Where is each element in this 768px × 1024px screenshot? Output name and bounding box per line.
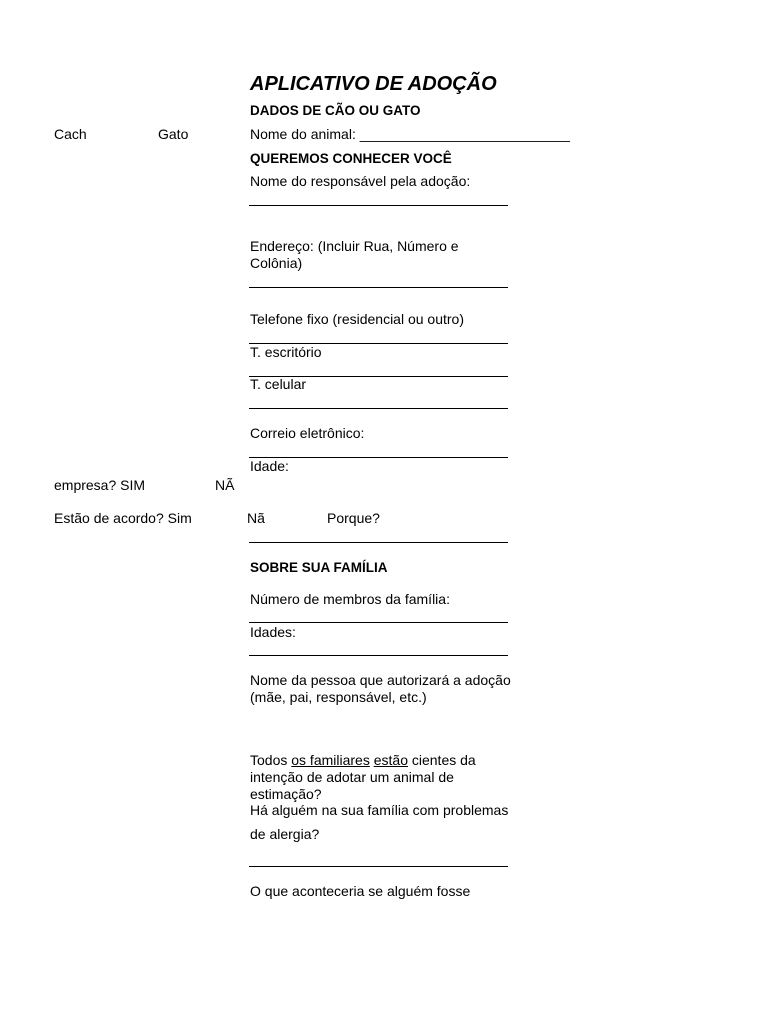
label-cach: Cach	[54, 126, 87, 142]
page-title: APLICATIVO DE ADOÇÃO	[250, 73, 497, 95]
question-acontece: O que aconteceria se alguém fosse	[250, 883, 471, 899]
question-alergia-cont: de alergia?	[250, 826, 320, 842]
question-familiares: Todos os familiares estão cientes da	[250, 752, 476, 768]
question-alergia: Há alguém na sua família com problemas	[250, 802, 509, 818]
label-acordo: Estão de acordo? Sim	[54, 510, 192, 526]
answer-line-celular	[249, 408, 508, 409]
answer-line-membros	[249, 622, 508, 623]
label-endereco-cont: Colônia)	[250, 255, 303, 271]
label-autoriza: Nome da pessoa que autorizará a adoção	[250, 672, 511, 688]
label-membros: Número de membros da família:	[250, 591, 450, 607]
label-gato: Gato	[158, 126, 189, 142]
section-heading-you: QUEREMOS CONHECER VOCÊ	[250, 151, 452, 166]
label-autoriza-cont: (mãe, pai, responsável, etc.)	[250, 689, 427, 705]
label-t-celular: T. celular	[250, 376, 307, 392]
animal-name-field: Nome do animal: ___________________________	[250, 126, 570, 142]
question-intencao: intenção de adotar um animal de	[250, 769, 454, 785]
label-t-escritorio: T. escritório	[250, 344, 322, 360]
answer-line-endereco	[249, 287, 508, 288]
label-idades: Idades:	[250, 624, 296, 640]
answer-line-responsavel	[249, 205, 508, 206]
answer-line-idades	[249, 655, 508, 656]
label-telefone-fixo: Telefone fixo (residencial ou outro)	[250, 311, 465, 327]
label-porque: Porque?	[327, 510, 380, 526]
question-estimacao: estimação?	[250, 786, 322, 802]
answer-line-porque	[249, 542, 508, 543]
label-responsavel: Nome do responsável pela adoção:	[250, 173, 471, 189]
label-idade: Idade:	[250, 458, 289, 474]
section-heading-family: SOBRE SUA FAMÍLIA	[250, 560, 388, 575]
label-na-2: Nã	[247, 510, 265, 526]
label-empresa: empresa? SIM	[54, 477, 146, 493]
label-na-1: NÃ	[215, 477, 235, 493]
label-endereco: Endereço: (Incluir Rua, Número e	[250, 238, 459, 254]
answer-line-alergia	[249, 866, 508, 867]
label-correio: Correio eletrônico:	[250, 425, 365, 441]
section-heading-pet: DADOS DE CÃO OU GATO	[250, 103, 421, 118]
